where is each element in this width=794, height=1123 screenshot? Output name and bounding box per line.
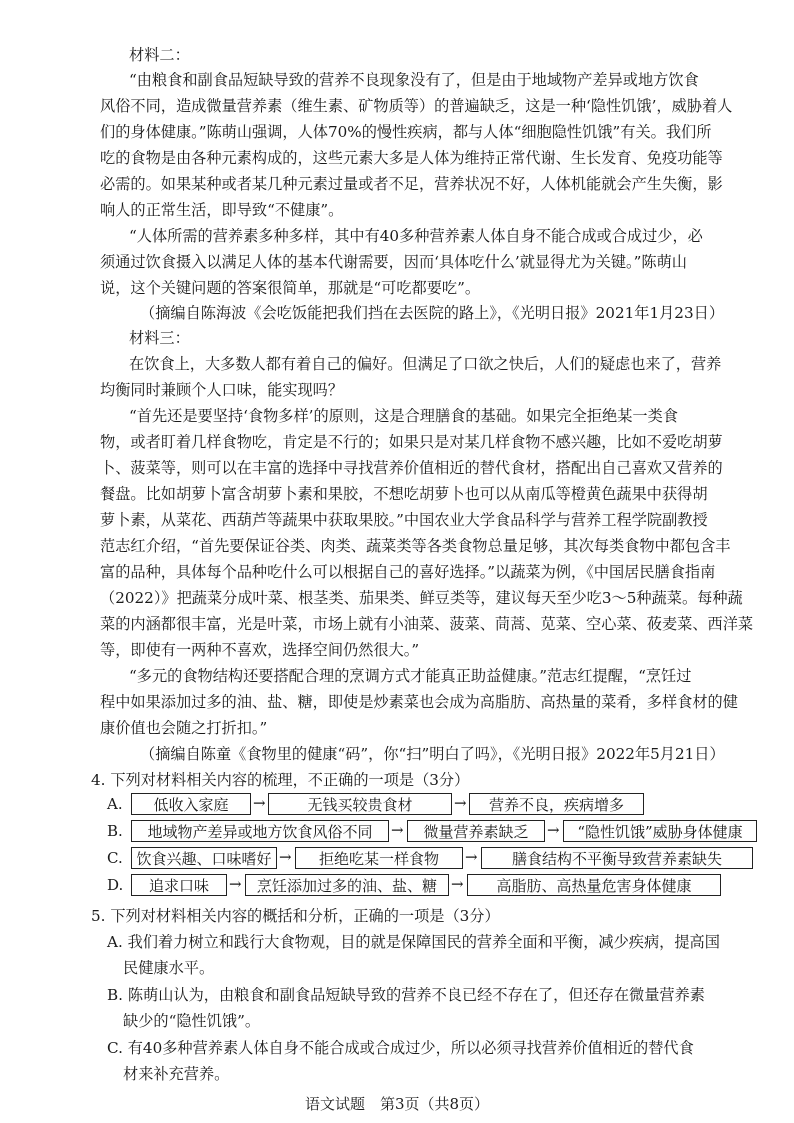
option-label: B. <box>107 822 123 840</box>
arrow-icon: → <box>279 848 292 866</box>
paragraph-line: 程中如果添加过多的油、盐、糖，即使是炒素菜也会成为高脂肪、高热量的菜肴，多样食材的健 <box>100 693 738 711</box>
q4-option-c[interactable] <box>107 847 767 871</box>
paragraph-line: 吃的食物是由各种元素构成的，这些元素大多是人体为维持正常代谢、生长发育、免疫功能等 <box>100 149 723 167</box>
q4-option-d[interactable] <box>107 874 747 898</box>
paragraph-line: 等，即使有一两种不喜欢，选择空间仍然很大。” <box>100 641 420 659</box>
paragraph-line: 们的身体健康。”陈萌山强调，人体70%的慢性疾病，都与人体“细胞隐性饥饿”有关。我们所 <box>100 123 712 141</box>
paragraph-line: “由粮食和副食品短缺导致的营养不良现象没有了，但是由于地域物产差异或地方饮食 <box>129 71 699 89</box>
q4-option-a[interactable] <box>107 793 747 817</box>
arrow-icon: → <box>391 821 404 839</box>
flow-box: 微量营养素缺乏 <box>407 820 545 842</box>
paragraph-line: 必需的。如果某种或者某几种元素过量或者不足，营养状况不好，人体机能就会产生失衡，影 <box>100 175 723 193</box>
flow-box: 膳食结构不平衡导致营养素缺失 <box>481 847 753 869</box>
paragraph-line: 康价值也会随之打折扣。” <box>100 719 268 737</box>
paragraph-line: 菜的内涵都很丰富，光是叶菜，市场上就有小油菜、菠菜、茼蒿、苋菜、空心菜、莜麦菜、西洋菜 <box>100 615 754 633</box>
paragraph-line: 富的品种，具体每个品种吃什么可以根据自己的喜好选择。”以蔬菜为例，《中国居民膳食指南 <box>100 563 716 581</box>
arrow-icon: → <box>229 875 242 893</box>
flow-box: 低收入家庭 <box>131 793 251 815</box>
paragraph-line: 响人的正常生活，即导致“不健康”。 <box>100 201 344 219</box>
paragraph-line: 餐盘。比如胡萝卜富含胡萝卜素和果胶，不想吃胡萝卜也可以从南瓜等橙黄色蔬果中获得胡 <box>100 485 708 503</box>
paragraph-line: “人体所需的营养素多种多样，其中有40多种营养素人体自身不能合成或合成过少，必 <box>129 227 703 245</box>
option-continuation: 缺少的“隐性饥饿”。 <box>123 1012 261 1030</box>
paragraph-line: （2022）》把蔬菜分成叶菜、根茎类、茄果类、鲜豆类等，建议每天至少吃3～5种蔬菜。每种蔬 <box>100 589 743 607</box>
source-citation: （摘编自陈海波《会吃饭能把我们挡在去医院的路上》，《光明日报》2021年1月23日） <box>140 304 725 322</box>
paragraph-line: 须通过饮食摄入以满足人体的基本代谢需要，因而‘具体吃什么’就显得尤为关键。”陈萌山 <box>100 253 687 271</box>
flow-box: 烹饪添加过多的油、盐、糖 <box>245 874 449 896</box>
question-5-stem: 5. 下列对材料相关内容的概括和分析，正确的一项是（3分） <box>91 907 500 925</box>
flow-box: 追求口味 <box>131 874 227 896</box>
flow-box: 拒绝吃某一样食物 <box>295 847 463 869</box>
paragraph-line: 说，这个关键问题的答案很简单，那就是“可吃都要吃”。 <box>100 279 481 297</box>
source-citation: （摘编自陈童《食物里的健康“码”，你“扫”明白了吗》，《光明日报》2022年5月21日） <box>140 745 725 763</box>
flow-box: 地域物产差异或地方饮食风俗不同 <box>131 820 389 842</box>
q5-option-a[interactable]: A. 我们着力树立和践行大食物观，目的就是保障国民的营养全面和平衡，减少疾病，提高国 <box>107 933 720 951</box>
option-continuation: 民健康水平。 <box>123 959 215 977</box>
arrow-icon: → <box>547 821 560 839</box>
option-label: A. <box>107 795 123 813</box>
option-label: C. <box>107 849 123 867</box>
flow-box: 无钱买较贵食材 <box>268 793 452 815</box>
arrow-icon: → <box>253 794 266 812</box>
arrow-icon: → <box>454 794 467 812</box>
flow-box: 饮食兴趣、口味嗜好 <box>131 847 277 869</box>
paragraph-line: 风俗不同，造成微量营养素（维生素、矿物质等）的普遍缺乏，这是一种‘隐性饥饿’，威胁着人 <box>100 97 733 115</box>
flow-box: “隐性饥饿”威胁身体健康 <box>563 820 757 842</box>
material-3-heading: 材料三： <box>129 329 190 347</box>
paragraph-line: 卜、菠菜等，则可以在丰富的选择中寻找营养价值相近的替代食材，搭配出自己喜欢又营养的 <box>100 459 723 477</box>
paragraph-line: 物，或者盯着几样食物吃，肯定是不行的；如果只是对某几样食物不感兴趣，比如不爱吃胡萝 <box>100 433 723 451</box>
option-label: D. <box>107 876 124 894</box>
paragraph-line: 范志红介绍，“首先要保证谷类、肉类、蔬菜类等各类食物总量足够，其次每类食物中都包含丰 <box>100 537 731 555</box>
paragraph-line: “多元的食物结构还要搭配合理的烹调方式才能真正助益健康。”范志红提醒，“烹饪过 <box>129 667 692 685</box>
flow-box: 高脂肪、高热量危害身体健康 <box>467 874 721 896</box>
q4-option-b[interactable] <box>107 820 767 844</box>
option-continuation: 材来补充营养。 <box>123 1065 230 1083</box>
paragraph-line: 均衡同时兼顾个人口味，能实现吗？ <box>100 381 343 399</box>
material-2-heading: 材料二： <box>129 46 190 64</box>
paragraph-line: 在饮食上，大多数人都有着自己的偏好。但满足了口欲之快后，人们的疑虑也来了，营养 <box>129 355 722 373</box>
paragraph-line: 萝卜素，从菜花、西葫芦等蔬果中获取果胶。”中国农业大学食品科学与营养工程学院副教授 <box>100 511 708 529</box>
arrow-icon: → <box>465 848 478 866</box>
arrow-icon: → <box>451 875 464 893</box>
question-4-stem: 4. 下列对材料相关内容的梳理，不正确的一项是（3分） <box>91 771 470 789</box>
q5-option-b[interactable]: B. 陈萌山认为，由粮食和副食品短缺导致的营养不良已经不存在了，但还存在微量营养素 <box>107 986 705 1004</box>
flow-box: 营养不良，疾病增多 <box>469 793 644 815</box>
page-footer: 语文试题 第3页（共8页） <box>304 1095 490 1113</box>
q5-option-c[interactable]: C. 有40多种营养素人体自身不能合成或合成过少，所以必须寻找营养价值相近的替代食 <box>107 1039 694 1057</box>
paragraph-line: “首先还是要坚持‘食物多样’的原则，这是合理膳食的基础。如果完全拒绝某一类食 <box>129 407 678 425</box>
